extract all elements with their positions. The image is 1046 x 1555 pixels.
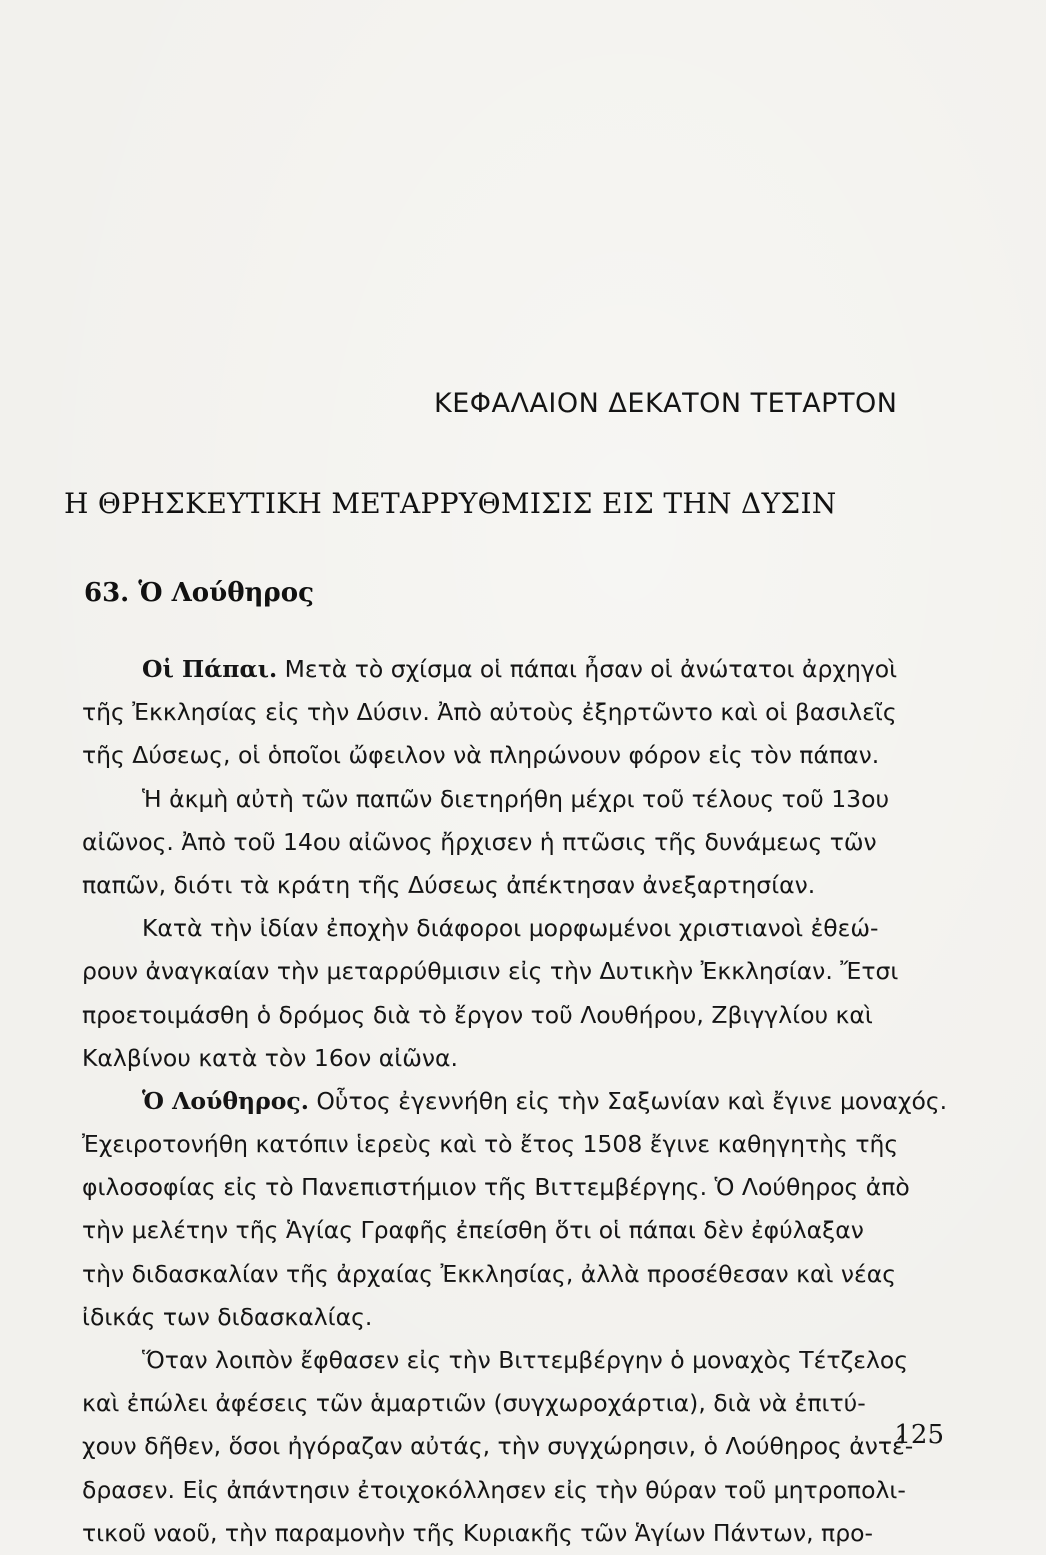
text-line: Κατὰ τὴν ἰδίαν ἐποχὴν διάφοροι μορφωμένοι χριστιανοὶ ἐθεώ- bbox=[142, 914, 879, 943]
text-line: τὴν μελέτην τῆς Ἁγίας Γραφῆς ἐπείσθη ὅτι οἱ πάπαι δὲν ἐφύλαξαν bbox=[82, 1216, 864, 1245]
text-line: φιλοσοφίας εἰς τὸ Πανεπιστήμιον τῆς Βιττεμβέργης. Ὁ Λούθηρος ἀπὸ bbox=[82, 1173, 910, 1202]
text-line: δρασεν. Εἰς ἀπάντησιν ἐτοιχοκόλλησεν εἰς τὴν θύραν τοῦ μητροπολι- bbox=[82, 1475, 906, 1504]
text-line: Ἐχειροτονήθη κατόπιν ἱερεὺς καὶ τὸ ἔτος 1508 ἔγινε καθηγητὴς τῆς bbox=[82, 1130, 899, 1159]
text-line-content: Οὗτος ἐγεννήθη εἰς τὴν Σαξωνίαν καὶ ἔγινε μοναχός. bbox=[308, 1086, 948, 1115]
text-line bbox=[82, 648, 952, 691]
page-number: 125 bbox=[894, 1420, 944, 1450]
text-line: Ἡ ἀκμὴ αὐτὴ τῶν παπῶν διετηρήθη μέχρι τοῦ τέλους τοῦ 13ου bbox=[142, 784, 890, 813]
text-line: Καλβίνου κατὰ τὸν 16ον αἰῶνα. bbox=[82, 1043, 458, 1072]
text-line: Ὅταν λοιπὸν ἔφθασεν εἰς τὴν Βιττεμβέργην ὁ μοναχὸς Τέτζελος bbox=[142, 1346, 909, 1374]
text-line-content: Μετὰ τὸ σχίσμα οἱ πάπαι ἦσαν οἱ ἀνώτατοι ἀρχηγοὶ bbox=[277, 655, 898, 683]
text-line: ἰδικάς των διδασκαλίας. bbox=[82, 1302, 373, 1331]
text-line: χουν δῆθεν, ὅσοι ἠγόραζαν αὐτάς, τὴν συγχώρησιν, ὁ Λούθηρος ἀντέ- bbox=[82, 1432, 914, 1461]
section-heading: 63. Ὁ Λούθηρος bbox=[84, 578, 314, 608]
body-text bbox=[82, 648, 952, 1555]
chapter-title: Η ΘΡΗΣΚΕΥΤΙΚΗ ΜΕΤΑΡΡΥΘΜΙΣΙΣ ΕΙΣ ΤΗΝ ΔΥΣΙΝ bbox=[64, 487, 837, 520]
text-line: τικοῦ ναοῦ, τὴν παραμονὴν τῆς Κυριακῆς τῶν Ἁγίων Πάντων, προ- bbox=[82, 1518, 873, 1547]
text-line: τῆς Ἐκκλησίας εἰς τὴν Δύσιν. Ἀπὸ αὐτοὺς ἐξηρτῶντο καὶ οἱ βασιλεῖς bbox=[82, 698, 897, 727]
text-line: προετοιμάσθη ὁ δρόμος διὰ τὸ ἔργον τοῦ Λουθήρου, Ζβιγγλίου καὶ bbox=[82, 1000, 873, 1029]
paragraph-lead: Οἱ Πάπαι. bbox=[142, 655, 278, 683]
paragraph-lead: Ὁ Λούθηρος. bbox=[142, 1086, 309, 1115]
text-line: τῆς Δύσεως, οἱ ὁποῖοι ὤφειλον νὰ πληρώνουν φόρον εἰς τὸν πάπαν. bbox=[82, 741, 880, 770]
text-line: παπῶν, διότι τὰ κράτη τῆς Δύσεως ἀπέκτησαν ἀνεξαρτησίαν. bbox=[82, 870, 816, 899]
text-line: τὴν διδασκαλίαν τῆς ἀρχαίας Ἐκκλησίας, ἀλλὰ προσέθεσαν καὶ νέας bbox=[82, 1259, 897, 1288]
text-line: αἰῶνος. Ἀπὸ τοῦ 14ου αἰῶνος ἤρχισεν ἡ πτῶσις τῆς δυνάμεως τῶν bbox=[82, 827, 877, 856]
text-line: ρουν ἀναγκαίαν τὴν μεταρρύθμισιν εἰς τὴν Δυτικὴν Ἐκκλησίαν. Ἔτσι bbox=[82, 957, 899, 986]
text-line bbox=[82, 1080, 952, 1123]
text-line: καὶ ἐπώλει ἀφέσεις τῶν ἁμαρτιῶν (συγχωροχάρτια), διὰ νὰ ἐπιτύ- bbox=[82, 1389, 866, 1418]
chapter-heading: ΚΕΦΑΛΑΙΟΝ ΔΕΚΑΤΟΝ ΤΕΤΑΡΤΟΝ bbox=[434, 388, 898, 419]
